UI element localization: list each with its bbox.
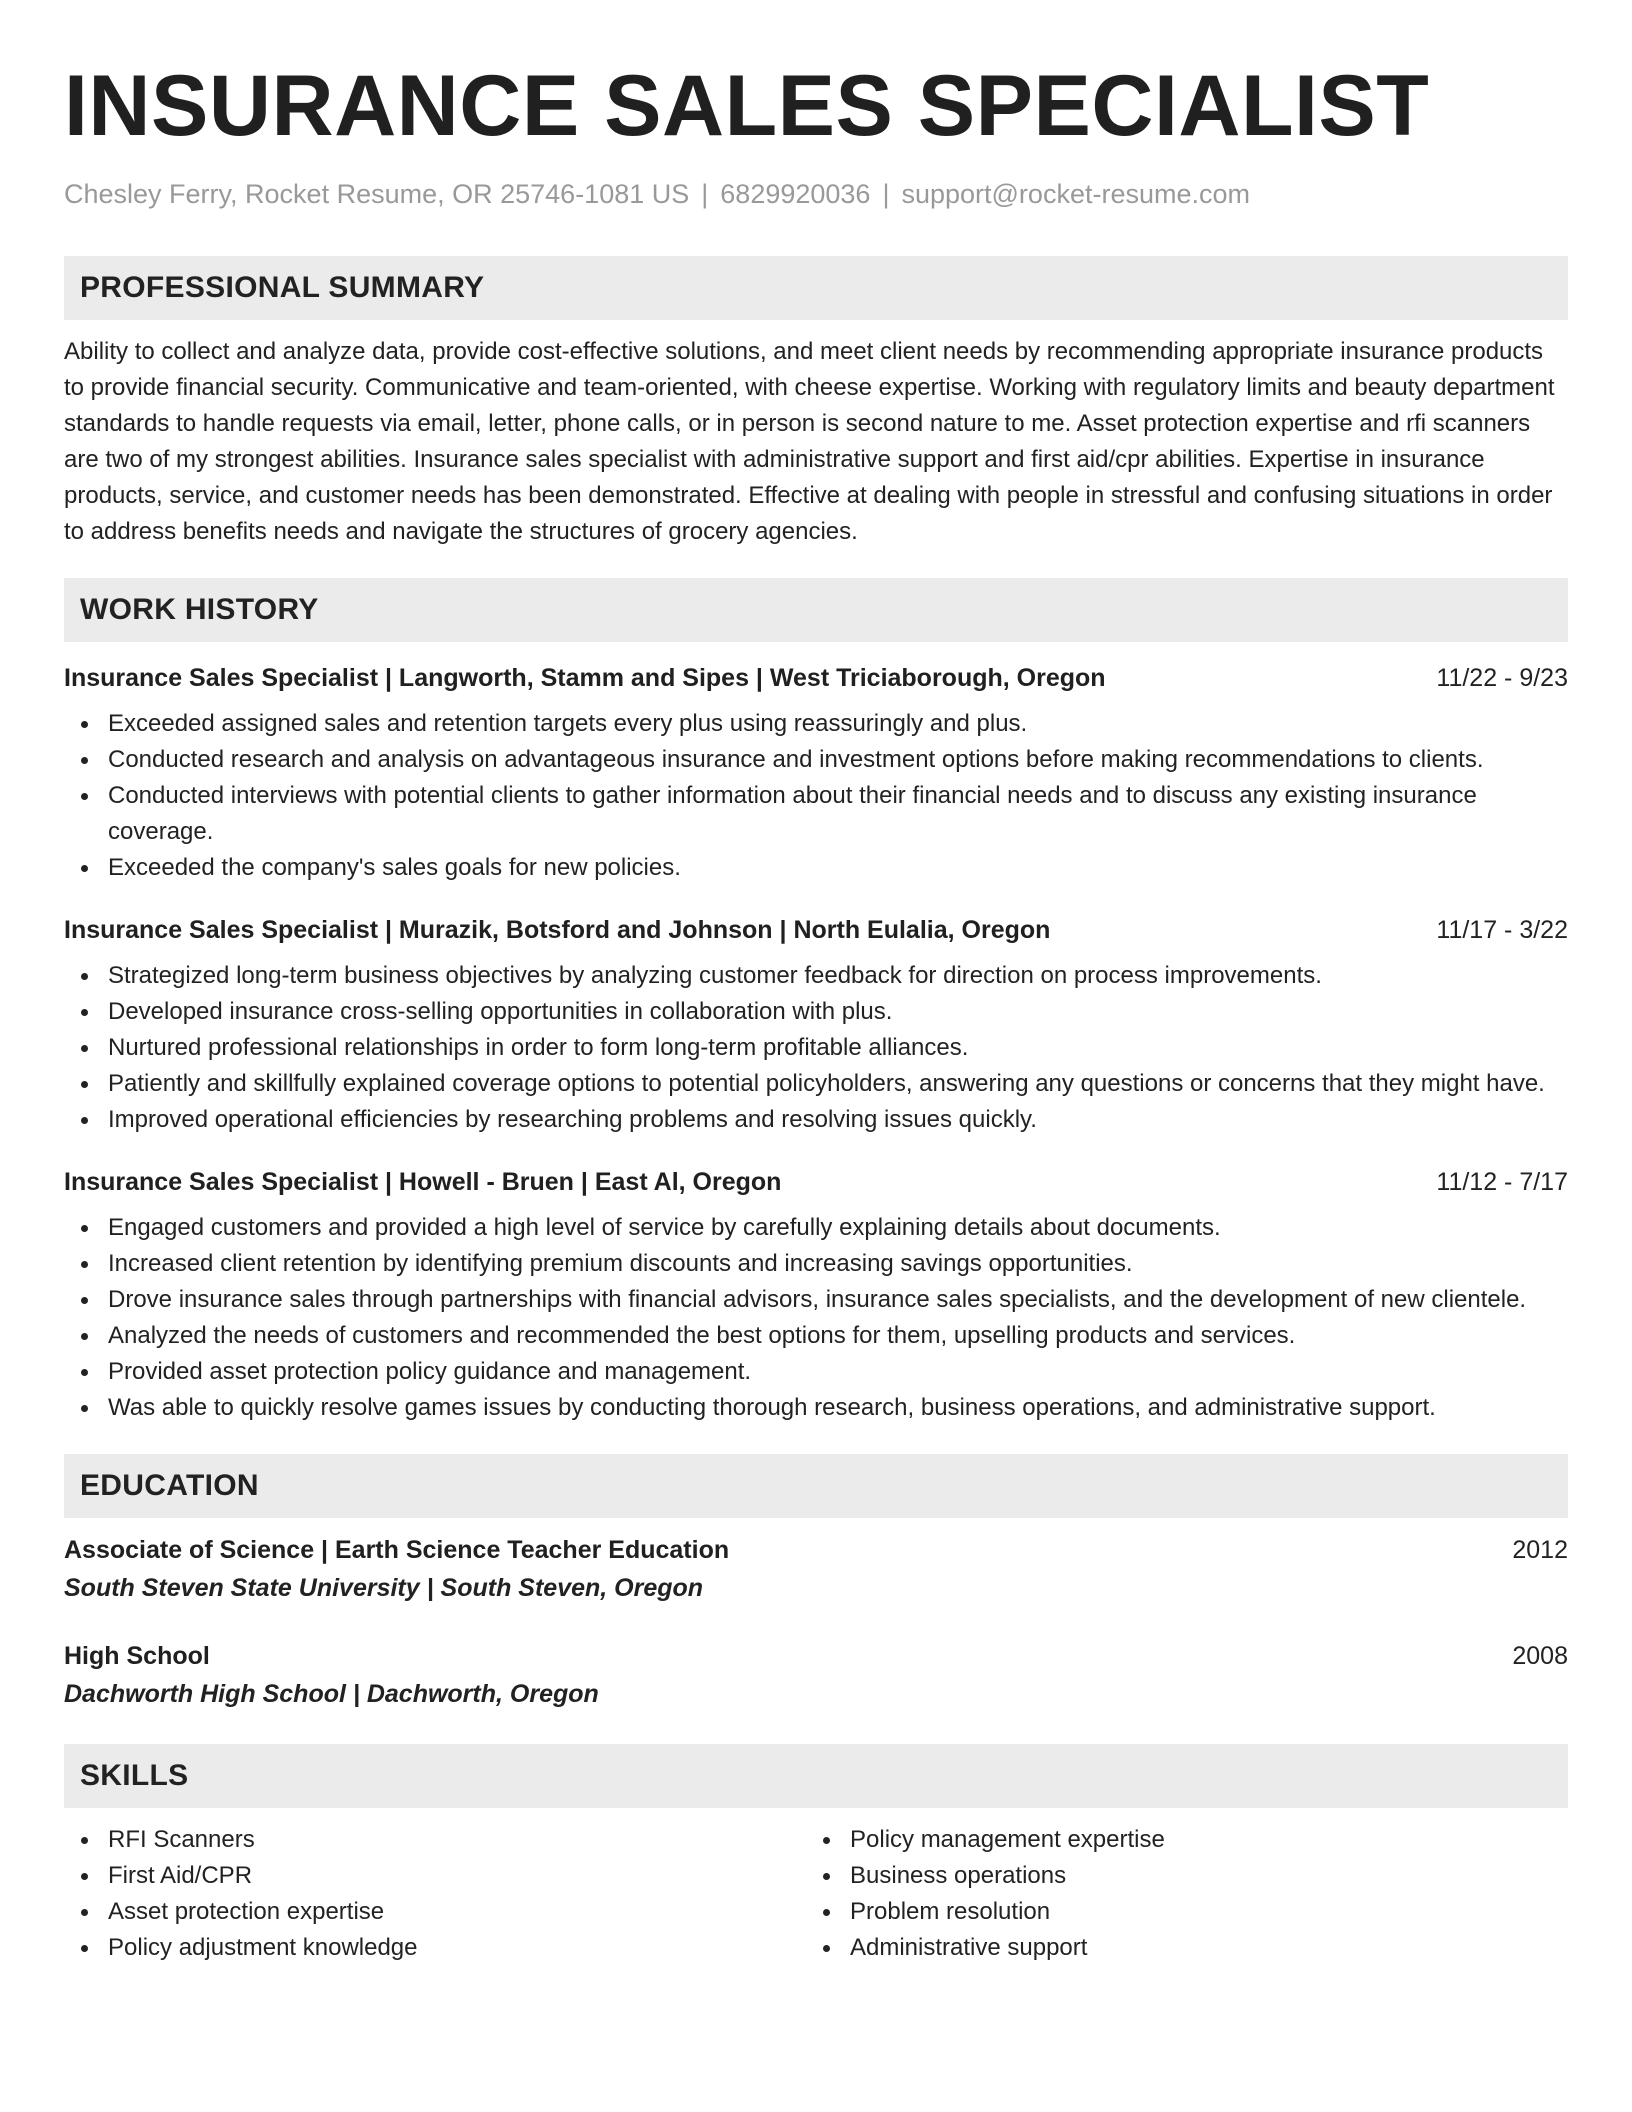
- contact-email: support@rocket-resume.com: [901, 179, 1250, 209]
- education-school: Dachworth High School | Dachworth, Oregon: [64, 1680, 599, 1708]
- job-bullet-list: [64, 958, 1568, 1138]
- job-bullet: Provided asset protection policy guidance and management.: [64, 1354, 1568, 1390]
- job-bullet: Analyzed the needs of customers and recommended the best options for them, upselling products and services.: [64, 1318, 1568, 1354]
- education-degree: Associate of Science | Earth Science Teacher Education: [64, 1536, 730, 1564]
- education-year: 2008: [1512, 1642, 1568, 1670]
- skill-item: Policy adjustment knowledge: [64, 1930, 806, 1966]
- education-entry: [64, 1532, 1568, 1608]
- job-bullet: Strategized long-term business objectives by analyzing customer feedback for direction on process improvements.: [64, 958, 1568, 994]
- skill-item: Asset protection expertise: [64, 1894, 806, 1930]
- education-header: [64, 1532, 1568, 1568]
- job-title: Insurance Sales Specialist | Murazik, Botsford and Johnson | North Eulalia, Oregon: [64, 916, 1051, 944]
- section-header-education: EDUCATION: [64, 1454, 1568, 1518]
- education-school: South Steven State University | South Steven, Oregon: [64, 1574, 704, 1602]
- education-header: [64, 1638, 1568, 1674]
- job-bullet-list: [64, 1210, 1568, 1426]
- contact-phone: 6829920036: [720, 179, 871, 209]
- job-dates: 11/17 - 3/22: [1436, 916, 1568, 944]
- contact-address: Chesley Ferry, Rocket Resume, OR 25746-1081 US: [64, 179, 690, 209]
- skill-item: Problem resolution: [806, 1894, 1548, 1930]
- skills-column-right: [806, 1822, 1548, 1966]
- job-bullet: Exceeded the company's sales goals for new policies.: [64, 850, 1568, 886]
- page-title: INSURANCE SALES SPECIALIST: [64, 58, 1430, 154]
- job-bullet: Exceeded assigned sales and retention targets every plus using reassuringly and plus.: [64, 706, 1568, 742]
- job-title: Insurance Sales Specialist | Howell - Bruen | East Al, Oregon: [64, 1168, 782, 1196]
- education-degree: High School: [64, 1642, 210, 1670]
- education-entry: [64, 1638, 1568, 1714]
- job-header: [64, 912, 1568, 948]
- job-bullet: Patiently and skillfully explained coverage options to potential policyholders, answering any questions or concerns that they might have.: [64, 1066, 1568, 1102]
- job-dates: 11/22 - 9/23: [1436, 664, 1568, 692]
- education-year: 2012: [1512, 1536, 1568, 1564]
- job-bullet: Developed insurance cross-selling opportunities in collaboration with plus.: [64, 994, 1568, 1030]
- job-entry: [64, 1164, 1568, 1426]
- job-header: [64, 660, 1568, 696]
- job-entry: [64, 912, 1568, 1138]
- contact-separator: |: [882, 179, 890, 209]
- section-header-skills: SKILLS: [64, 1744, 1568, 1808]
- job-bullet: Was able to quickly resolve games issues by conducting thorough research, business operations, and administrative support.: [64, 1390, 1568, 1426]
- job-bullet: Drove insurance sales through partnerships with financial advisors, insurance sales specialists, and the development of new clientele.: [64, 1282, 1568, 1318]
- contact-separator: |: [701, 179, 709, 209]
- job-bullet: Improved operational efficiencies by researching problems and resolving issues quickly.: [64, 1102, 1568, 1138]
- job-bullet: Increased client retention by identifying premium discounts and increasing savings opportunities.: [64, 1246, 1568, 1282]
- skills-column-left: [64, 1822, 806, 1966]
- job-dates: 11/12 - 7/17: [1436, 1168, 1568, 1196]
- contact-line: [64, 176, 1568, 212]
- skills-grid: [64, 1822, 1568, 1966]
- skill-item: Administrative support: [806, 1930, 1548, 1966]
- skill-item: RFI Scanners: [64, 1822, 806, 1858]
- skill-item: Policy management expertise: [806, 1822, 1548, 1858]
- job-header: [64, 1164, 1568, 1200]
- section-header-summary: PROFESSIONAL SUMMARY: [64, 256, 1568, 320]
- summary-text: Ability to collect and analyze data, provide cost-effective solutions, and meet client needs by recommending appropriate insurance products to provide financial security. Communicative and team-oriented, with cheese expertise. Working with regulatory limits and beauty department standards to handle requests via email, letter, phone calls, or in person is second nature to me. Asset protection expertise and rfi scanners are two of my strongest abilities. Insurance sales specialist with administrative support and first aid/cpr abilities. Expertise in insurance products, service, and customer needs has been demonstrated. Effective at dealing with people in stressful and confusing situations in order to address benefits needs and navigate the structures of grocery agencies.: [64, 338, 1555, 545]
- job-entry: [64, 660, 1568, 886]
- skill-item: First Aid/CPR: [64, 1858, 806, 1894]
- job-bullet: Conducted interviews with potential clients to gather information about their financial needs and to discuss any existing insurance coverage.: [64, 778, 1568, 850]
- job-bullet-list: [64, 706, 1568, 886]
- job-title: Insurance Sales Specialist | Langworth, Stamm and Sipes | West Triciaborough, Oregon: [64, 664, 1106, 692]
- job-bullet: Conducted research and analysis on advantageous insurance and investment options before making recommendations to clients.: [64, 742, 1568, 778]
- job-bullet: Nurtured professional relationships in order to form long-term profitable alliances.: [64, 1030, 1568, 1066]
- section-header-work-history: WORK HISTORY: [64, 578, 1568, 642]
- skill-item: Business operations: [806, 1858, 1548, 1894]
- job-bullet: Engaged customers and provided a high level of service by carefully explaining details about documents.: [64, 1210, 1568, 1246]
